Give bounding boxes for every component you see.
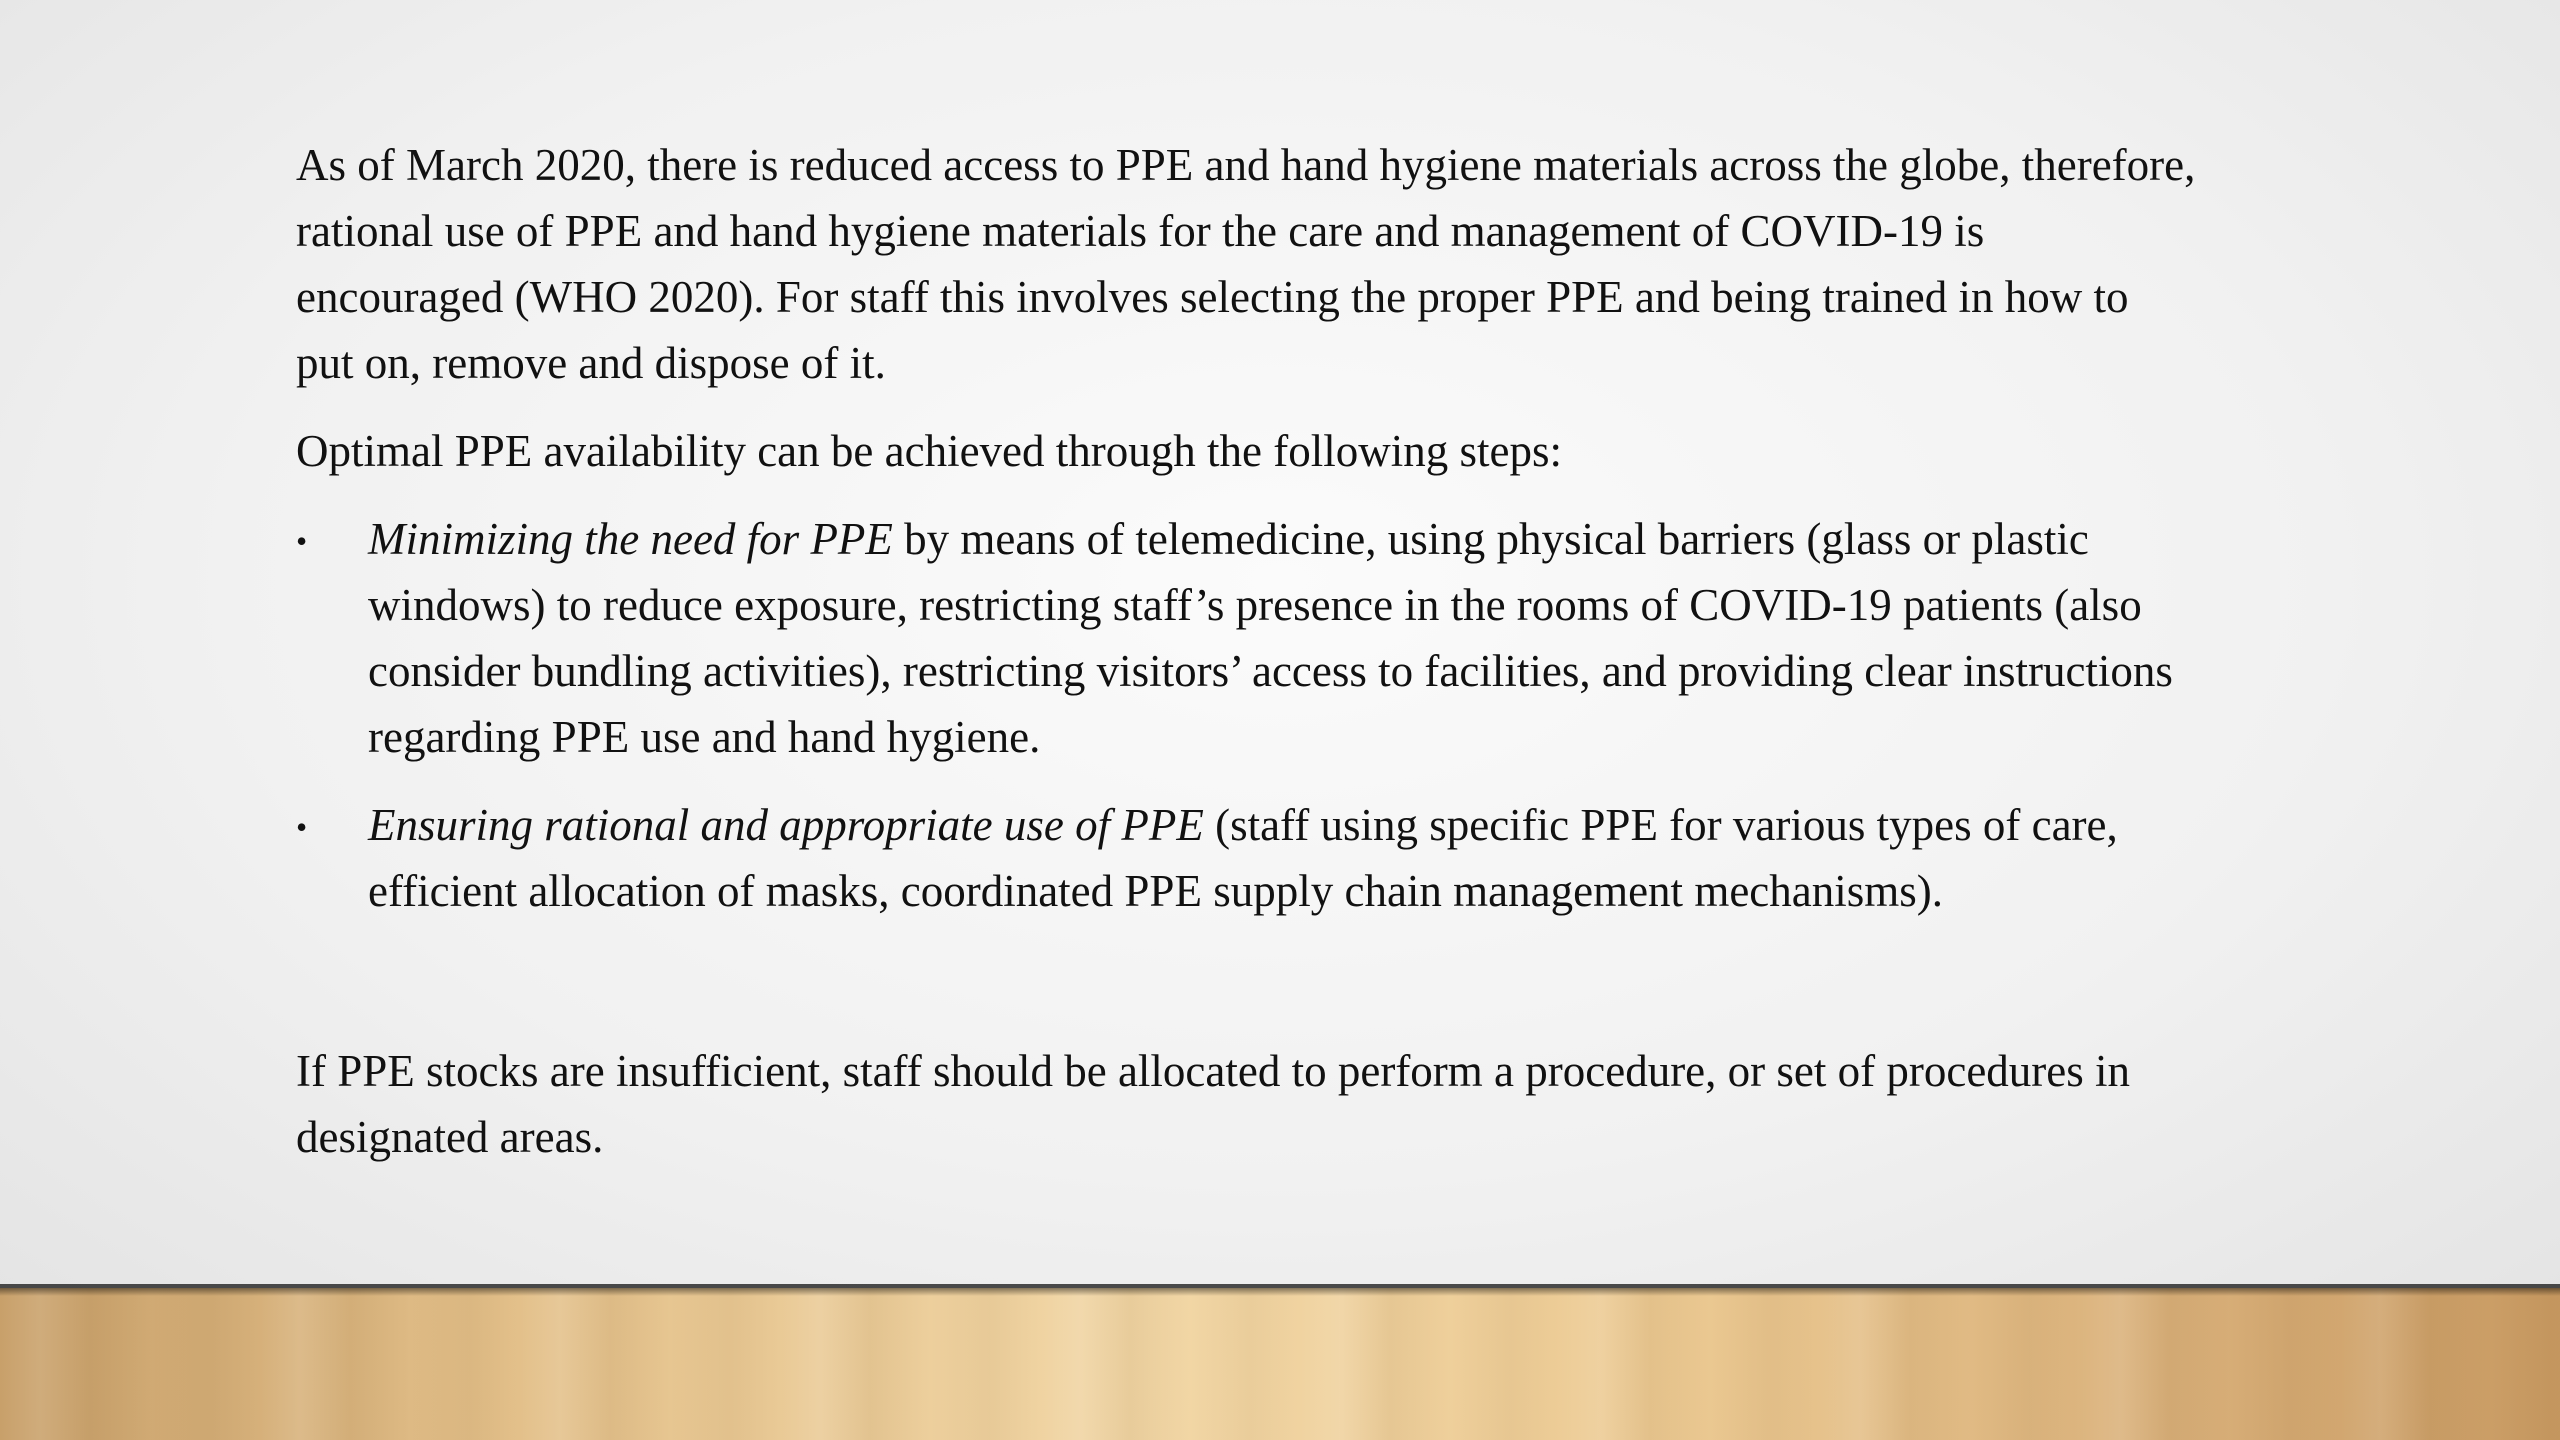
bullet-icon: •	[296, 809, 308, 845]
slide-content	[296, 132, 2196, 1192]
bullet-icon: •	[296, 523, 308, 559]
bullet-emphasis: Ensuring rational and appropriate use of PPE	[368, 800, 1204, 850]
bullet-emphasis: Minimizing the need for PPE	[368, 514, 893, 564]
steps-lead-paragraph: Optimal PPE availability can be achieved through the following steps:	[296, 426, 1562, 476]
closing-paragraph: If PPE stocks are insufficient, staff should be allocated to perform a procedure, or set of procedures in designated areas.	[296, 1046, 2131, 1162]
steps-list	[296, 506, 2196, 924]
list-item	[296, 792, 2196, 924]
spacer	[296, 946, 2196, 1038]
list-item	[296, 506, 2196, 770]
bullet-text: by means of telemedicine, using physical barriers (glass or plastic windows) to reduce exposure, restricting staff’s presence in the rooms of COVID-19 patients (also consider bundling activities), restricting visitors’ access to facilities, and providing clear instructions regarding PPE use and hand hygiene.	[368, 514, 2173, 762]
wood-floor-background	[0, 1288, 2560, 1440]
bullet-text: (staff using specific PPE for various types of care, efficient allocation of masks, coordinated PPE supply chain management mechanisms).	[368, 800, 2118, 916]
intro-paragraph: As of March 2020, there is reduced access to PPE and hand hygiene materials across the globe, therefore, rational use of PPE and hand hygiene materials for the care and management of COVID-19 is encouraged (WHO 2020). For staff this involves selecting the proper PPE and being trained in how to put on, remove and dispose of it.	[296, 140, 2196, 388]
